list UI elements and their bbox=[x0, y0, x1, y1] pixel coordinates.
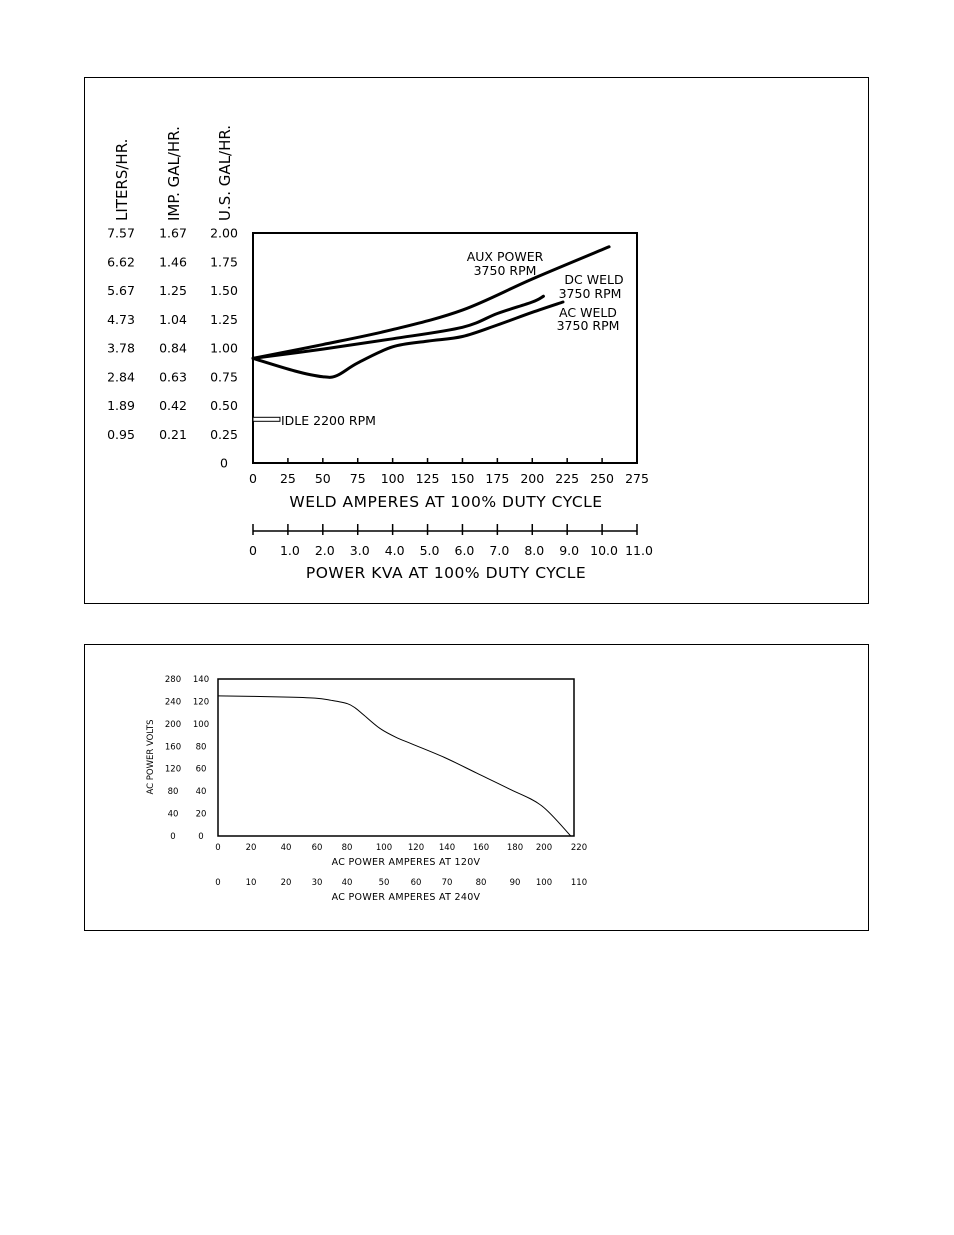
fuel-axis-tick-label: 5.67 bbox=[107, 283, 135, 298]
x-tick-label: 50 bbox=[314, 471, 331, 486]
x-tick-label-120v: 0 bbox=[215, 843, 221, 853]
kva-tick-label: 8.0 bbox=[524, 543, 545, 558]
x-tick-label-120v: 100 bbox=[375, 843, 393, 853]
y-tick-label-240v: 200 bbox=[164, 719, 182, 730]
fuel-axis-tick-label: 0.25 bbox=[210, 426, 238, 442]
x-tick-label: 75 bbox=[349, 471, 366, 486]
x-tick-label-240v: 10 bbox=[245, 878, 257, 888]
fuel-axis-title: IMP. GAL/HR. bbox=[165, 126, 183, 221]
fuel-axis-tick-label: 3.78 bbox=[107, 340, 135, 356]
va-y-axis-title: AC POWER VOLTS bbox=[146, 719, 156, 795]
fuel-axis-tick-label: 0.63 bbox=[159, 369, 187, 385]
fuel-consumption-chart-panel bbox=[84, 77, 869, 604]
fuel-axis-tick-label: 2.84 bbox=[107, 369, 135, 385]
x-tick-label-240v: 20 bbox=[280, 878, 292, 888]
y-tick-label-240v: 240 bbox=[164, 697, 182, 708]
x-tick-label: 100 bbox=[380, 471, 405, 486]
fuel-axis-tick-label: 0.95 bbox=[107, 426, 135, 442]
x-tick-label-240v: 70 bbox=[441, 878, 453, 888]
fuel-axis-tick-label: 0.75 bbox=[210, 369, 238, 385]
y-tick-label-120v: 20 bbox=[195, 809, 207, 820]
x-tick-label-240v: 110 bbox=[570, 878, 588, 888]
x-tick-label-240v: 90 bbox=[509, 878, 521, 888]
x-tick-label-120v: 160 bbox=[472, 843, 490, 853]
volt-ampere-chart-panel bbox=[84, 644, 869, 931]
x-tick-label-120v: 200 bbox=[535, 843, 553, 853]
x-tick-label: 225 bbox=[555, 471, 580, 486]
y-tick-label-240v: 160 bbox=[164, 742, 182, 753]
x-tick-label-240v: 30 bbox=[311, 878, 323, 888]
kva-tick-label: 6.0 bbox=[454, 543, 475, 558]
kva-tick-label: 5.0 bbox=[419, 543, 440, 558]
y-tick-label-120v: 40 bbox=[195, 787, 207, 798]
fuel-axis-tick-label: 1.00 bbox=[210, 340, 238, 356]
fuel-axis-tick-label: 1.67 bbox=[159, 225, 187, 241]
x-tick-label-120v: 20 bbox=[245, 843, 257, 853]
y-tick-label-120v: 120 bbox=[192, 697, 210, 708]
fuel-axis-tick-label: 1.89 bbox=[107, 398, 135, 413]
x-tick-label: 200 bbox=[520, 471, 545, 486]
x-tick-label: 175 bbox=[485, 471, 510, 486]
fuel-axis-tick-label: 7.57 bbox=[107, 225, 135, 241]
x-tick-label-240v: 100 bbox=[535, 878, 553, 888]
y-tick-label-120v: 0 bbox=[198, 832, 204, 842]
x-tick-label-120v: 120 bbox=[407, 843, 425, 853]
fuel-axis-tick-label: 0.84 bbox=[159, 340, 187, 356]
fuel-axis-tick-label: 1.50 bbox=[210, 283, 238, 298]
x-tick-label: 275 bbox=[625, 471, 649, 486]
ac-weld-label: AC WELD bbox=[559, 305, 617, 320]
x-tick-label-240v: 50 bbox=[378, 878, 390, 888]
kva-tick-label: 2.0 bbox=[314, 543, 335, 558]
x-tick-label: 250 bbox=[590, 471, 615, 486]
y-tick-label-240v: 0 bbox=[170, 832, 176, 842]
dc-weld-rpm-label: 3750 RPM bbox=[558, 286, 622, 301]
x-tick-label-120v: 180 bbox=[506, 843, 524, 853]
y-tick-label-120v: 100 bbox=[192, 719, 210, 730]
y-tick-label-240v: 120 bbox=[164, 764, 182, 775]
fuel-axis-tick-label: 2.00 bbox=[210, 225, 238, 241]
fuel-axis-tick-label: 1.25 bbox=[159, 283, 187, 298]
aux-power-rpm-label: 3750 RPM bbox=[473, 263, 537, 278]
dc-weld-label: DC WELD bbox=[564, 272, 624, 287]
idle-label: IDLE 2200 RPM bbox=[281, 413, 376, 428]
x-tick-label-120v: 80 bbox=[341, 843, 353, 853]
x-tick-label: 25 bbox=[279, 471, 296, 486]
x-tick-label-120v: 140 bbox=[438, 843, 456, 853]
kva-tick-label: 10.0 bbox=[590, 543, 619, 558]
x-tick-label-120v: 220 bbox=[570, 843, 588, 853]
kva-tick-label: 3.0 bbox=[349, 543, 370, 558]
fuel-axis-tick-label: 1.75 bbox=[210, 254, 238, 270]
fuel-axis-title: LITERS/HR. bbox=[113, 138, 131, 221]
y-tick-label-240v: 80 bbox=[167, 787, 179, 798]
x-tick-label-240v: 0 bbox=[215, 878, 221, 888]
fuel-axis-tick-label: 1.25 bbox=[210, 311, 238, 327]
x-axis-title: WELD AMPERES AT 100% DUTY CYCLE bbox=[289, 493, 603, 511]
kva-axis-title: POWER KVA AT 100% DUTY CYCLE bbox=[305, 564, 587, 582]
kva-tick-label: 11.0 bbox=[625, 543, 653, 558]
x-tick-label: 150 bbox=[450, 471, 475, 486]
aux-power-label: AUX POWER bbox=[466, 249, 544, 264]
x-tick-label: 125 bbox=[415, 471, 440, 486]
fuel-axis-title: U.S. GAL/HR. bbox=[216, 124, 234, 221]
fuel-axis-tick-label: 0.50 bbox=[210, 398, 238, 413]
kva-tick-label: 4.0 bbox=[384, 543, 405, 558]
x-tick-label-120v: 40 bbox=[280, 843, 292, 853]
ac-weld-rpm-label: 3750 RPM bbox=[556, 318, 620, 333]
kva-tick-label: 7.0 bbox=[489, 543, 510, 558]
fuel-axis-tick-label: 6.62 bbox=[107, 254, 135, 270]
y-tick-label-120v: 140 bbox=[192, 675, 210, 685]
x-tick-label: 0 bbox=[249, 471, 257, 486]
va-x-axis-title-120v: AC POWER AMPERES AT 120V bbox=[331, 857, 481, 868]
x-tick-label-120v: 60 bbox=[311, 843, 323, 853]
fuel-axis-tick-label: 0.21 bbox=[159, 426, 187, 442]
kva-tick-label: 0 bbox=[249, 543, 257, 558]
y-tick-label-120v: 80 bbox=[195, 742, 207, 753]
fuel-axis-tick-label: 4.73 bbox=[107, 311, 135, 327]
kva-tick-label: 1.0 bbox=[279, 543, 300, 558]
fuel-axis-tick-label: 1.04 bbox=[159, 311, 187, 327]
x-tick-label-240v: 60 bbox=[410, 878, 422, 888]
y-tick-label-240v: 280 bbox=[164, 675, 182, 685]
fuel-axis-tick-label: 1.46 bbox=[159, 254, 187, 270]
fuel-axis-tick-label: 0.42 bbox=[159, 398, 187, 413]
kva-tick-label: 9.0 bbox=[559, 543, 580, 558]
x-tick-label-240v: 80 bbox=[475, 878, 487, 888]
y-tick-label-120v: 60 bbox=[195, 764, 207, 775]
fuel-axis-tick-label: 0 bbox=[220, 455, 228, 471]
va-x-axis-title-240v: AC POWER AMPERES AT 240V bbox=[331, 892, 481, 903]
x-tick-label-240v: 40 bbox=[341, 878, 353, 888]
y-tick-label-240v: 40 bbox=[167, 809, 179, 820]
